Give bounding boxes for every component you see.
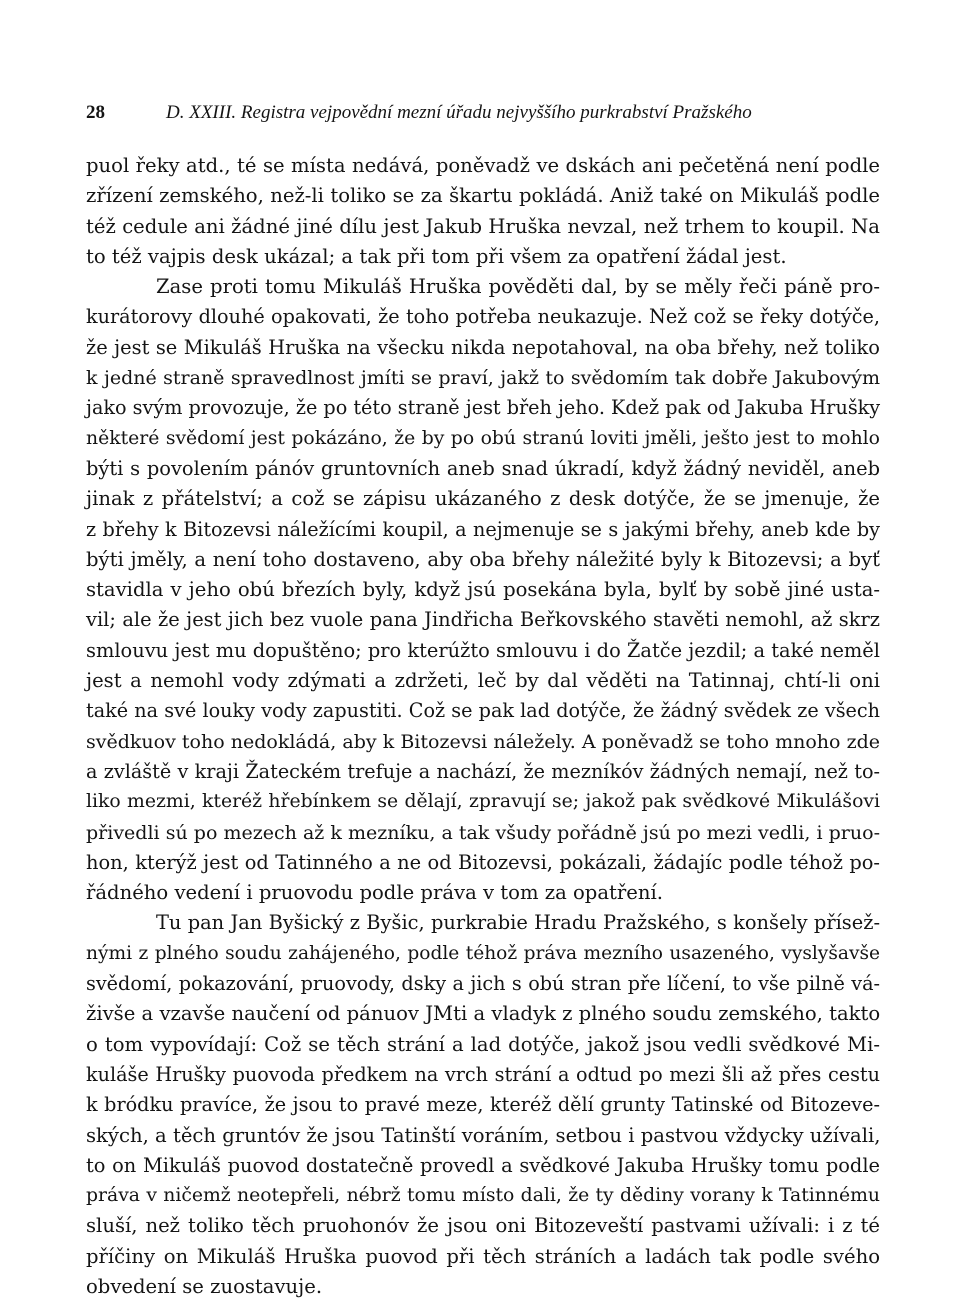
body-text: [86, 151, 880, 1302]
text-line: řádného vedení i pruovodu podle práva v tom za opatření.: [86, 881, 663, 905]
text-line: kurátorovy dlouhé opakovati, že toho potřeba neukazuje. Než což se řeky dotýče,: [86, 305, 880, 329]
text-line: práva v ničemž neotepřeli, nébrž tomu místo dali, že ty dědiny vorany k Tatinnému: [86, 1185, 880, 1207]
text-line: svědkuov toho nedokládá, aby k Bitozevsi náležely. A poněvadž se toho mnoho zde: [86, 730, 880, 753]
text-line: ských, a těch gruntóv že jsou Tatinští voráním, setbou i pastvou vždycky užívali,: [86, 1123, 881, 1147]
paragraph: [86, 272, 880, 908]
text-line: kuláše Hrušky puovoda předkem na vrch strání a odtud po mezi šli až přes cestu: [86, 1062, 880, 1086]
text-line: příčiny on Mikuláš Hruška puovod při těch stráních a ladách tak podle svého: [86, 1244, 880, 1268]
page-number: 28: [86, 102, 105, 123]
text-line: vil; ale že jest jich bez vuole pana Jindřicha Beřkovského stavěti nemohl, až skrz: [86, 608, 880, 632]
text-line: zřízení zemského, než-li toliko se za škartu pokládá. Aniž také on Mikuláš podle: [86, 184, 880, 208]
text-line: liko mezmi, kteréž hřebínkem se dělají, zpravují se; jakož pak svědkové Mikulášovi: [86, 791, 880, 813]
text-line: sluší, než toliko těch pruohonóv že jsou oni Bitozeveští pastvami užívali: i z té: [86, 1214, 880, 1238]
text-line: svědomí, pokazování, pruovody, dsky a jich s obú stran pře líčení, to vše pilně vá-: [86, 972, 880, 996]
text-line: puol řeky atd., té se místa nedává, poněvadž ve dskách ani pečetěná není podle: [86, 154, 880, 177]
text-line: jinak z přátelství; a což se zápisu ukázaného z desk dotýče, že se jmenuje, že: [86, 487, 880, 511]
text-line: nými z plného soudu zahájeného, podle téhož práva mezního usazeného, vyslyšavše: [86, 942, 880, 964]
text-line: hon, kterýž jest od Tatinného a ne od Bitozevsi, pokázali, žádajíc podle téhož po-: [86, 850, 880, 874]
text-line: přivedli sú po mezech až k mezníku, a tak všudy pořádně jsú po mezi vedli, i pruo-: [86, 821, 880, 844]
text-line: též cedule ani žádné jiné dílu jest Jakub Hruška nevzal, než trhem to koupil. Na: [86, 214, 880, 238]
text-line: Zase proti tomu Mikuláš Hruška pověděti dal, by se měly řeči páně pro-: [156, 275, 880, 299]
text-line: o tom vypovídají: Což se těch strání a lad dotýče, jakož jsou vedli svědkové Mi-: [86, 1032, 880, 1056]
text-line: smlouvu jest mu dopuštěno; pro kterúžto smlouvu i do Žatče jezdil; a také neměl: [86, 638, 880, 662]
text-line: k jedné straně spravedlnost jmíti se praví, jakž to svědomím tak dobře Jakubovým: [86, 367, 880, 390]
text-line: a zvláště v kraji Žateckém trefuje a nachází, že mezníkóv žádných nemají, než to-: [86, 759, 880, 783]
text-line: Tu pan Jan Byšický z Byšic, purkrabie Hradu Pražského, s konšely přísež-: [156, 911, 880, 935]
text-line: obvedení se zuostavuje.: [86, 1274, 323, 1298]
text-line: některé svědomí jest pokázáno, že by po obú stranú loviti jměli, ješto jest to mohlo: [86, 427, 880, 449]
text-line: z břehy k Bitozevsi náležícími koupil, a nejmenuje se s jakými břehy, aneb kde by: [86, 517, 880, 541]
text-line: jest a nemohl vody zdýmati a zdržeti, leč by dal věděti na Tatinnaj, chtí-li oni: [86, 669, 880, 693]
running-title: D. XXIII. Registra vejpovědní mezní úřadu nejvyššího purkrabství Pražského: [166, 102, 752, 123]
text-line: to on Mikuláš puovod dostatečně provedl a svědkové Jakuba Hrušky tomu podle: [86, 1153, 880, 1177]
text-line: že jest se Mikuláš Hruška na všecku nikda nepotahoval, na oba břehy, než toliko: [86, 335, 880, 359]
text-line: býti s povolením pánóv gruntovních aneb snad úkradí, když žádný neviděl, aneb: [86, 456, 880, 480]
text-line: býti jměly, a není toho dostaveno, aby oba břehy náležité byly k Bitozevsi; a byť: [86, 547, 880, 571]
text-line: živše a vzavše naučení od pánuov JMti a vladyk z plného soudu zemského, takto: [86, 1002, 881, 1026]
paragraph: [86, 151, 880, 272]
paragraph: [86, 908, 880, 1302]
text-line: k bródku pravíce, že jsou to pravé meze, kteréž dělí grunty Tatinské od Bitozeve-: [86, 1093, 880, 1117]
text-line: také na své louky vody zapustiti. Což se pak lad dotýče, že žádný svědek ze všech: [86, 699, 880, 723]
text-line: jako svým provozuje, že po této straně jest břeh jeho. Kdež pak od Jakuba Hrušky: [86, 396, 881, 420]
text-line: to též vajpis desk ukázal; a tak při tom při všem za opatření žádal jest.: [86, 244, 787, 268]
text-line: stavidla v jeho obú březích byly, když jsú posekána byla, bylť by sobě jiné usta-: [86, 578, 880, 602]
